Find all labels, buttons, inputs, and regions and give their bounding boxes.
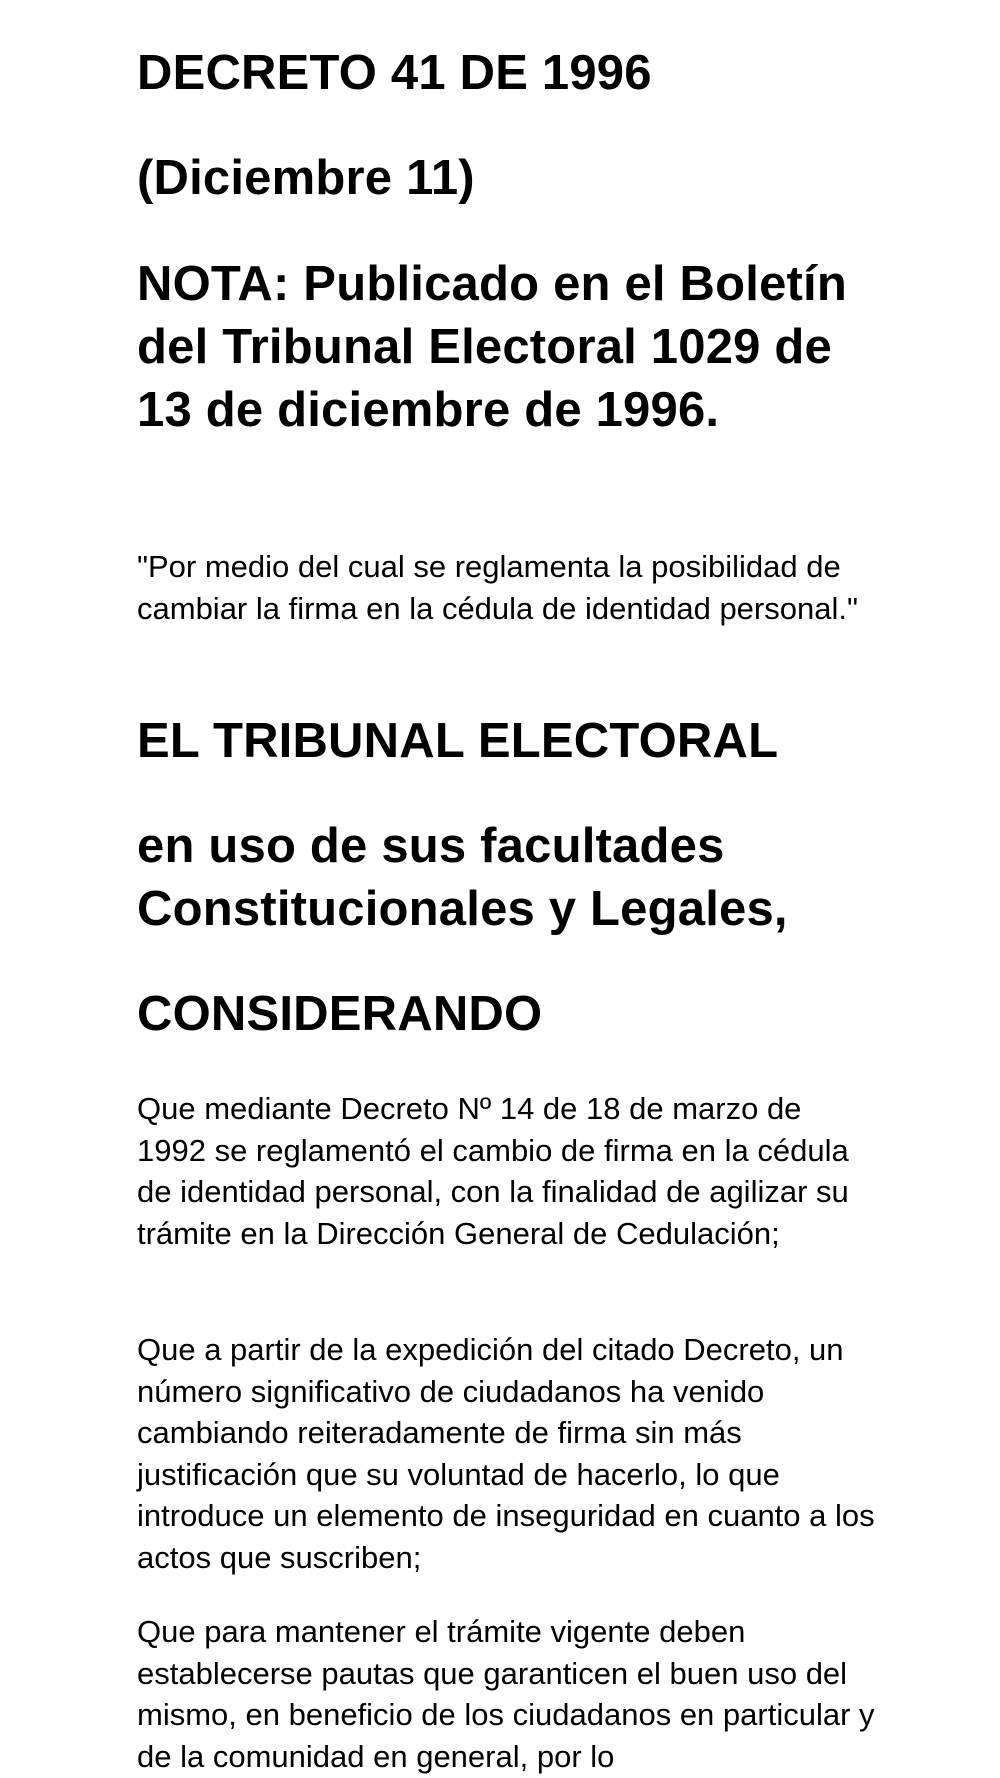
decree-heading: DECRETO 41 DE 1996 xyxy=(137,46,652,100)
considering-paragraph: Que a partir de la expedición del citado Decreto, un número significativo de ciudadanos ha venido cambiando reiteradamente de firma sin más justificación que su voluntad de hacerlo, lo que introduce un elemento de inseguridad en cuanto a los actos que suscriben; xyxy=(137,1332,875,1575)
powers-heading: en uso de sus facultades Constitucionales y Legales, xyxy=(137,819,788,936)
issuer-heading: EL TRIBUNAL ELECTORAL xyxy=(137,714,779,768)
decree-title-quote: "Por medio del cual se reglamenta la posibilidad de cambiar la firma en la cédula de identidad personal." xyxy=(137,549,858,626)
publication-note-heading: NOTA: Publicado en el Boletín del Tribunal Electoral 1029 de 13 de diciembre de 1996. xyxy=(137,257,847,437)
considering-paragraph: Que mediante Decreto Nº 14 de 18 de marzo de 1992 se reglamentó el cambio de firma en la cédula de identidad personal, con la finalidad de agilizar su trámite en la Dirección General de Cedulación; xyxy=(137,1091,849,1251)
considering-heading: CONSIDERANDO xyxy=(137,987,543,1041)
considering-paragraph: Que para mantener el trámite vigente deben establecerse pautas que garanticen el buen uso del mismo, en beneficio de los ciudadanos en particular y de la comunidad en general, por lo xyxy=(137,1614,875,1774)
decree-date-heading: (Diciembre 11) xyxy=(137,151,475,205)
